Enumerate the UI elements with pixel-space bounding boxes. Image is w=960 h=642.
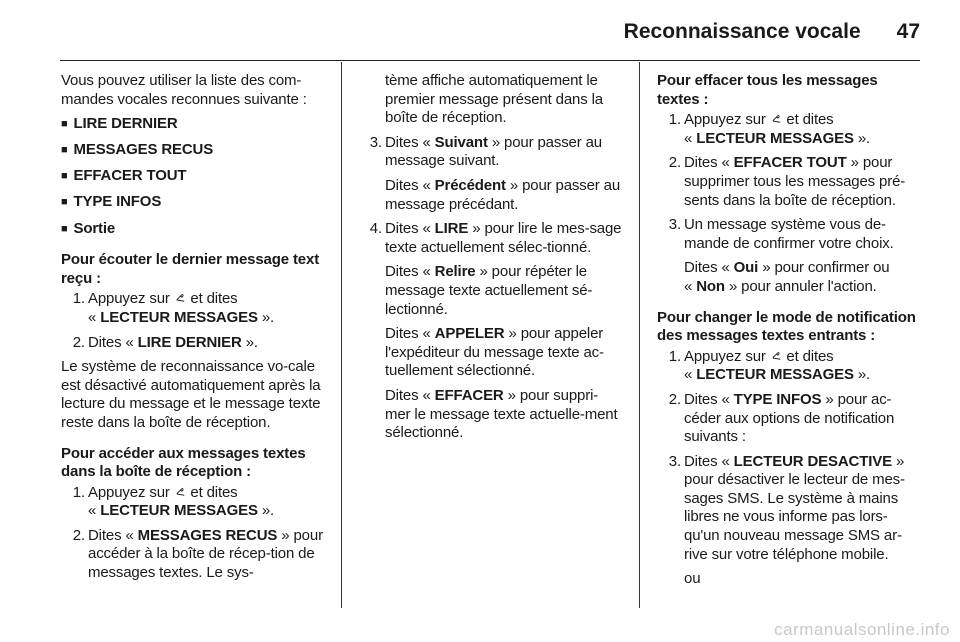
step: 3. Un message système vous de-mande de confirmer votre choix.	[668, 216, 894, 252]
column-3	[657, 72, 923, 595]
step: 2. Dites « LIRE DERNIER ».	[72, 333, 258, 351]
section-heading: Pour changer le mode de notification des messages textes entrants :	[657, 308, 916, 345]
step: 1. Appuyez sur ᕙ et dites « LECTEUR MESSAGES ».	[72, 483, 275, 520]
voice-control-icon: ᕙ	[173, 484, 187, 501]
voice-control-icon: ᕙ	[173, 291, 187, 308]
step: 2. Dites « EFFACER TOUT » pour supprimer tous les messages pré-sents dans la boîte de réception.	[668, 154, 906, 209]
column-divider-2	[639, 62, 640, 608]
column-1	[61, 72, 326, 589]
header-rule	[60, 60, 920, 61]
step: 2. Dites « TYPE INFOS » pour ac-céder aux options de notification suivants :	[668, 390, 895, 446]
body-paragraph: Le système de reconnaissance vo-cale est désactivé automatiquement après la lecture du message et le message texte reste dans la boîte de réception.	[61, 358, 321, 431]
step: 1. Appuyez sur ᕙ et dites « LECTEUR MESSAGES ».	[668, 347, 871, 384]
section-heading: Pour accéder aux messages textes dans la boîte de réception :	[61, 444, 306, 481]
step: 3. Dites « Suivant » pour passer au message suivant.	[369, 133, 602, 170]
sub-paragraph: Dites « Relire » pour répéter le message texte actuellement sé-lectionné.	[385, 263, 593, 318]
sub-paragraph: ou	[684, 570, 701, 588]
command-item: ■ MESSAGES RECUS	[61, 141, 326, 161]
command-item: ■ Sortie	[61, 220, 326, 240]
sub-paragraph: « Non » pour annuler l'action.	[684, 277, 877, 295]
page-title: Reconnaissance vocale	[623, 20, 861, 43]
step: 2. Dites « MESSAGES RECUS » pour accéder à la boîte de récep-tion de messages textes. Le sys-	[72, 526, 323, 582]
voice-control-icon: ᕙ	[769, 112, 783, 129]
continued-text: tème affiche automatiquement le premier message présent dans la boîte de réception.	[385, 72, 603, 127]
voice-control-icon: ᕙ	[769, 348, 783, 365]
sub-paragraph: Dites « Précédent » pour passer au message précédant.	[385, 176, 621, 213]
intro-text: Vous pouvez utiliser la liste des com-mandes vocales reconnues suivante :	[61, 72, 307, 108]
page-number: 47	[896, 20, 920, 43]
section-heading: Pour écouter le dernier message text reçu :	[61, 251, 320, 287]
command-item: ■ LIRE DERNIER	[61, 115, 326, 135]
column-2	[358, 72, 623, 449]
command-list	[61, 115, 326, 239]
sub-paragraph: Dites « APPELER » pour appeler l'expéditeur du message texte ac-tuellement sélectionné.	[385, 325, 604, 380]
column-divider-1	[341, 62, 342, 608]
sub-paragraph: Dites « Oui » pour confirmer ou	[684, 259, 890, 277]
step: 3. Dites « LECTEUR DESACTIVE » pour désactiver le lecteur de mes-sages SMS. Le système à mains libres ne vous informe pas lors-qu'un nouveau message SMS ar-rive sur votre téléphone mobile.	[668, 452, 905, 563]
page-header	[0, 14, 920, 50]
step: 4. Dites « LIRE » pour lire le mes-sage texte actuellement sélec-tionné.	[369, 220, 622, 256]
section-heading: Pour effacer tous les messages textes :	[657, 72, 878, 108]
command-item: ■ TYPE INFOS	[61, 193, 326, 213]
watermark: carmanualsonline.info	[774, 620, 950, 639]
command-item: ■ EFFACER TOUT	[61, 167, 326, 187]
step: 1. Appuyez sur ᕙ et dites « LECTEUR MESSAGES ».	[72, 290, 275, 326]
sub-paragraph: Dites « EFFACER » pour suppri-mer le message texte actuelle-ment sélectionné.	[385, 386, 618, 442]
step: 1. Appuyez sur ᕙ et dites « LECTEUR MESSAGES ».	[668, 111, 871, 147]
